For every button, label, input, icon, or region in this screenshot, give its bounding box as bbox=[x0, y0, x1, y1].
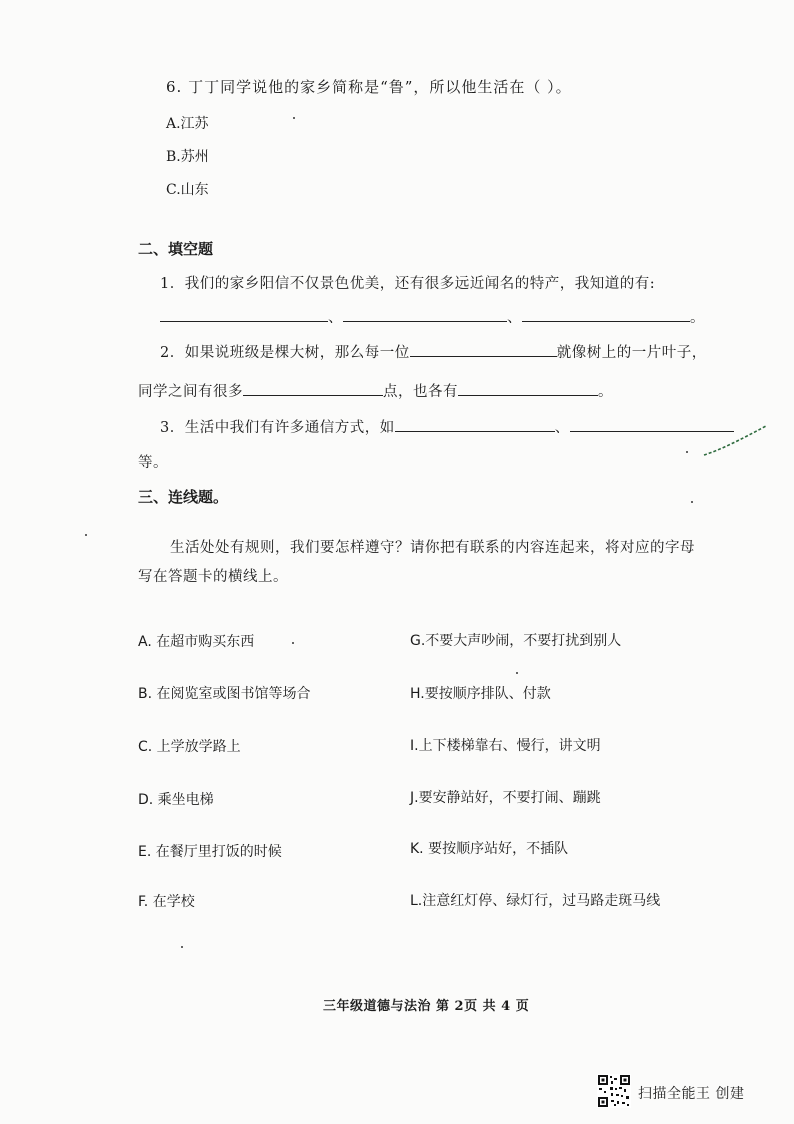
period: 。 bbox=[690, 310, 705, 326]
match-right-h[interactable]: H.要按顺序排队、付款 bbox=[410, 686, 551, 702]
match-left-f[interactable]: F. 在学校 bbox=[138, 894, 195, 910]
qr-code-icon bbox=[597, 1074, 631, 1108]
scanner-watermark: 扫描全能王 创建 bbox=[638, 1086, 745, 1102]
section-2-title: 二、填空题 bbox=[138, 240, 214, 258]
scan-speck bbox=[181, 946, 183, 948]
fill-q3-line1 bbox=[160, 416, 734, 437]
period: 。 bbox=[598, 384, 613, 400]
blank-line[interactable] bbox=[522, 307, 690, 322]
fill-q3-line2: 等。 bbox=[138, 455, 168, 471]
blank-line[interactable] bbox=[410, 342, 557, 357]
match-left-d[interactable]: D. 乘坐电梯 bbox=[138, 792, 214, 808]
scan-speck bbox=[85, 534, 87, 536]
section-3-title: 三、连线题。 bbox=[138, 488, 229, 506]
scan-speck bbox=[686, 451, 688, 453]
page-footer: 三年级道德与法治 第 2页 共 4 页 bbox=[323, 999, 530, 1014]
separator: 、 bbox=[554, 420, 570, 436]
separator: 、 bbox=[328, 310, 343, 326]
fill-q2-text-a: 2．如果说班级是棵大树，那么每一位 bbox=[160, 345, 410, 361]
option-c: C.山东 bbox=[166, 182, 209, 198]
fill-q2-text-c: 同学之间有很多 bbox=[138, 384, 243, 400]
fill-q2-text-d: 点，也各有 bbox=[383, 384, 458, 400]
fill-q1-blanks bbox=[160, 306, 705, 327]
scan-speck bbox=[293, 117, 295, 119]
match-right-g[interactable]: G.不要大声吵闹，不要打扰到别人 bbox=[410, 633, 622, 649]
match-left-c[interactable]: C. 上学放学路上 bbox=[138, 739, 241, 755]
option-b: B.苏州 bbox=[166, 149, 209, 165]
match-right-l[interactable]: L.注意红灯停、绿灯行，过马路走斑马线 bbox=[410, 893, 661, 909]
matching-intro-line1: 生活处处有规则，我们要怎样遵守？请你把有联系的内容连起来，将对应的字母 bbox=[170, 540, 695, 556]
match-right-k[interactable]: K. 要按顺序站好，不插队 bbox=[410, 841, 569, 857]
match-left-b[interactable]: B. 在阅览室或图书馆等场合 bbox=[138, 686, 311, 702]
question-6-stem: 6. 丁丁同学说他的家乡简称是“鲁”，所以他生活在（ ）。 bbox=[166, 78, 572, 96]
option-a: A.江苏 bbox=[166, 116, 209, 132]
match-right-j[interactable]: J.要安静站好，不要打闹、蹦跳 bbox=[410, 790, 601, 806]
pen-mark bbox=[700, 420, 772, 460]
fill-q1-stem: 1．我们的家乡阳信不仅景色优美，还有很多远近闻名的特产，我知道的有: bbox=[160, 276, 656, 292]
fill-q2-line2 bbox=[138, 380, 613, 401]
fill-q3-text-a: 3．生活中我们有许多通信方式，如 bbox=[160, 420, 395, 436]
separator: 、 bbox=[507, 310, 522, 326]
scan-speck bbox=[691, 501, 693, 503]
blank-line[interactable] bbox=[243, 381, 383, 396]
matching-intro-line2: 写在答题卡的横线上。 bbox=[138, 569, 288, 585]
fill-q2-text-b: 就像树上的一片叶子， bbox=[556, 345, 707, 361]
fill-q2-line1 bbox=[160, 341, 707, 362]
scan-speck bbox=[292, 642, 294, 644]
match-right-i[interactable]: I.上下楼梯靠右、慢行，讲文明 bbox=[410, 738, 601, 754]
blank-line[interactable] bbox=[458, 381, 598, 396]
match-left-a[interactable]: A. 在超市购买东西 bbox=[138, 634, 255, 650]
blank-line[interactable] bbox=[343, 307, 507, 322]
match-left-e[interactable]: E. 在餐厅里打饭的时候 bbox=[138, 844, 282, 860]
blank-line[interactable] bbox=[395, 417, 555, 432]
scan-speck bbox=[516, 672, 518, 674]
blank-line[interactable] bbox=[160, 307, 328, 322]
